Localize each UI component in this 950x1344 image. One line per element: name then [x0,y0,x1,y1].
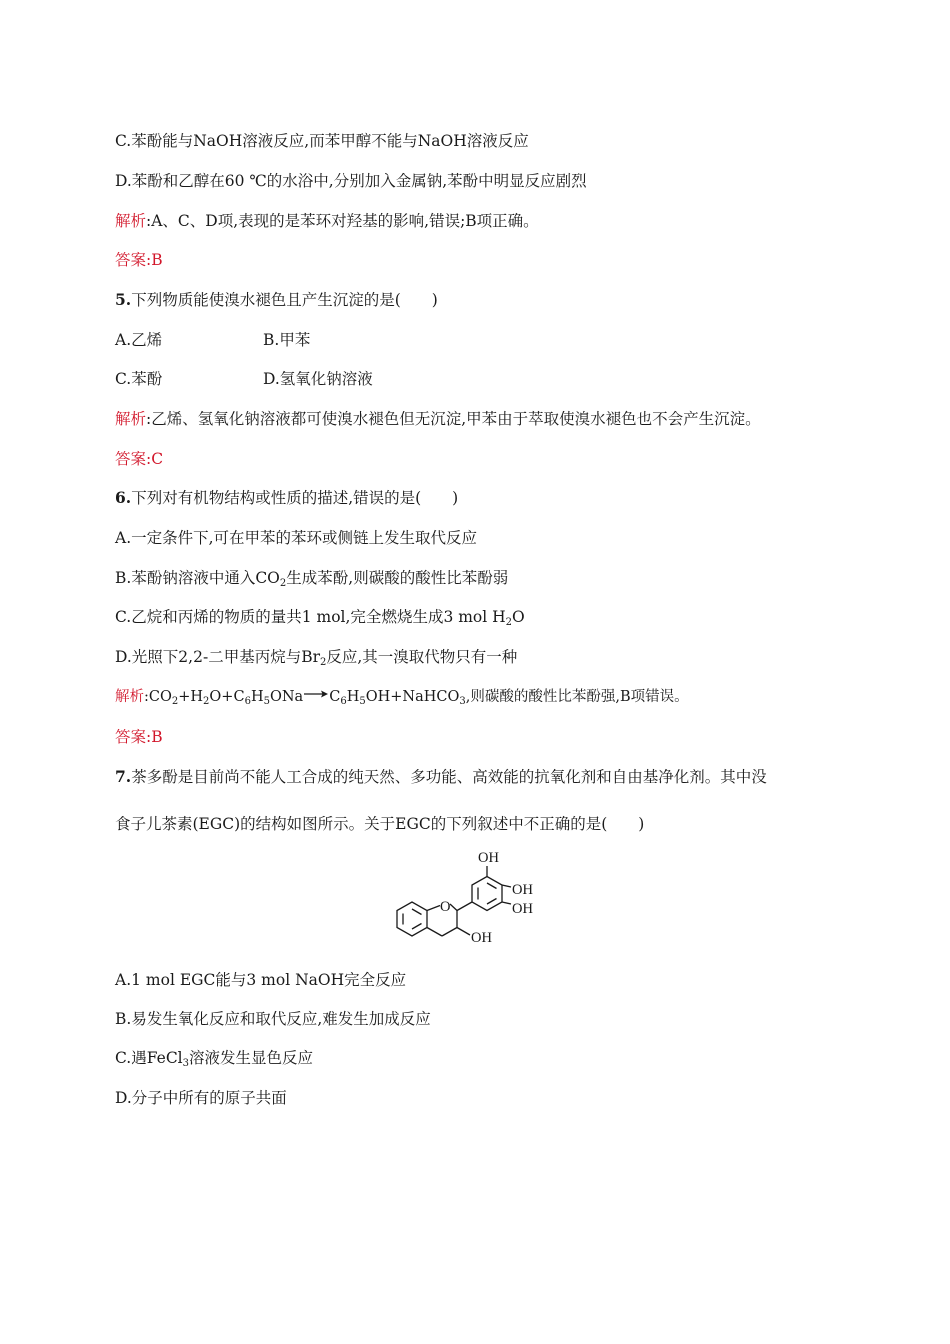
eq-part: +H [178,689,204,705]
analysis-label: 解析 [115,212,147,230]
text-segment: 溶液发生显色反应 [189,1049,314,1067]
subscript: 3 [459,696,466,707]
q5-stem [115,289,438,311]
eq-part: ,则碳酸的酸性比苯酚强,B项错误。 [465,689,689,705]
q7-option-a: A.1 mol EGC能与3 mol NaOH完全反应 [115,971,407,989]
q5-option-b: B.甲苯 [263,331,311,349]
analysis-text: :乙烯、氢氧化钠溶液都可使溴水褪色但无沉淀,甲苯由于萃取使溴水褪色也不会产生沉淀。 [146,410,761,428]
ring-oxygen-label: O [440,899,451,915]
eq-part: OH+NaHCO [365,689,460,705]
q4-option-c: C.苯酚能与NaOH溶液反应,而苯甲醇不能与NaOH溶液反应 [115,132,529,150]
text-segment: B.苯酚钠溶液中通入CO [115,569,280,587]
q6-option-d [115,646,517,668]
q6-answer [115,726,163,748]
answer-text: :B [146,728,163,746]
text-segment: 反应,其一溴取代物只有一种 [326,648,518,666]
subscript: 6 [244,696,251,707]
subscript: 2 [171,696,179,707]
text-segment: 生成苯酚,则碳酸的酸性比苯酚弱 [286,569,509,587]
q5-option-d: D.氢氧化钠溶液 [263,370,373,388]
q5-option-c: C.苯酚 [115,370,163,388]
q4-answer [115,249,163,271]
eq-part: :CO [144,689,172,705]
egc-structure-diagram [395,845,565,950]
text-segment: O [512,608,525,626]
analysis-text: :A、C、D项,表现的是苯环对羟基的影响,错误;B项正确。 [146,212,539,230]
q5-analysis [115,408,761,430]
eq-part: H [250,689,264,705]
eq-part: O+C [209,689,245,705]
oh-label: OH [512,901,533,917]
oh-label: OH [512,882,533,898]
q5-option-a: A.乙烯 [115,331,163,349]
q6-analysis [115,686,689,708]
subscript: 3 [182,1058,190,1069]
benzene-ring [397,902,427,936]
answer-text: :B [146,251,163,269]
subscript: 2 [203,696,210,707]
question-number: 7. [115,767,132,786]
b-ring [472,877,502,911]
question-text: 下列对有机物结构或性质的描述,错误的是( ) [131,489,459,507]
q5-options-row-2 [115,368,515,390]
subscript: 2 [505,617,513,628]
analysis-label: 解析 [115,689,144,705]
q7-stem-line-2: 食子儿茶素(EGC)的结构如图所示。关于EGC的下列叙述中不正确的是( ) [115,815,645,833]
question-number: 6. [115,488,132,507]
analysis-label: 解析 [115,410,147,428]
q4-option-d: D.苯酚和乙醇在60 ℃的水浴中,分别加入金属钠,苯酚中明显反应剧烈 [115,172,587,190]
q6-option-c [115,606,525,628]
eq-part: H [346,689,360,705]
oh-label: OH [471,930,492,946]
subscript: 2 [320,657,327,668]
question-text: 茶多酚是目前尚不能人工合成的纯天然、多功能、高效能的抗氧化剂和自由基净化剂。其中没 [131,768,767,786]
eq-part: C [329,689,341,705]
subscript: 5 [263,696,270,707]
subscript: 6 [340,696,347,707]
q7-option-b: B.易发生氧化反应和取代反应,难发生加成反应 [115,1010,431,1028]
question-number: 5. [115,290,132,309]
reaction-arrow-icon [303,689,329,699]
q7-option-d: D.分子中所有的原子共面 [115,1089,287,1107]
q5-options-row-1 [115,329,515,351]
question-text: 下列物质能使溴水褪色且产生沉淀的是( ) [131,291,438,309]
answer-text: :C [146,450,164,468]
text-segment: D.光照下2,2-二甲基丙烷与Br [115,648,320,666]
q7-stem-line-1 [115,766,767,788]
q6-stem [115,487,458,509]
q6-option-b [115,567,508,589]
q5-answer [115,448,163,470]
text-segment: C.遇FeCl [115,1049,183,1067]
q4-analysis [115,210,539,232]
subscript: 2 [279,578,287,589]
q7-option-c [115,1047,313,1069]
q6-option-a: A.一定条件下,可在甲苯的苯环或侧链上发生取代反应 [115,529,478,547]
oh-label: OH [478,850,499,866]
answer-label: 答案 [115,450,147,468]
text-segment: C.乙烷和丙烯的物质的量共1 mol,完全燃烧生成3 mol H [115,608,506,626]
answer-label: 答案 [115,728,147,746]
eq-part: ONa [269,689,304,705]
answer-label: 答案 [115,251,147,269]
subscript: 5 [359,696,366,707]
